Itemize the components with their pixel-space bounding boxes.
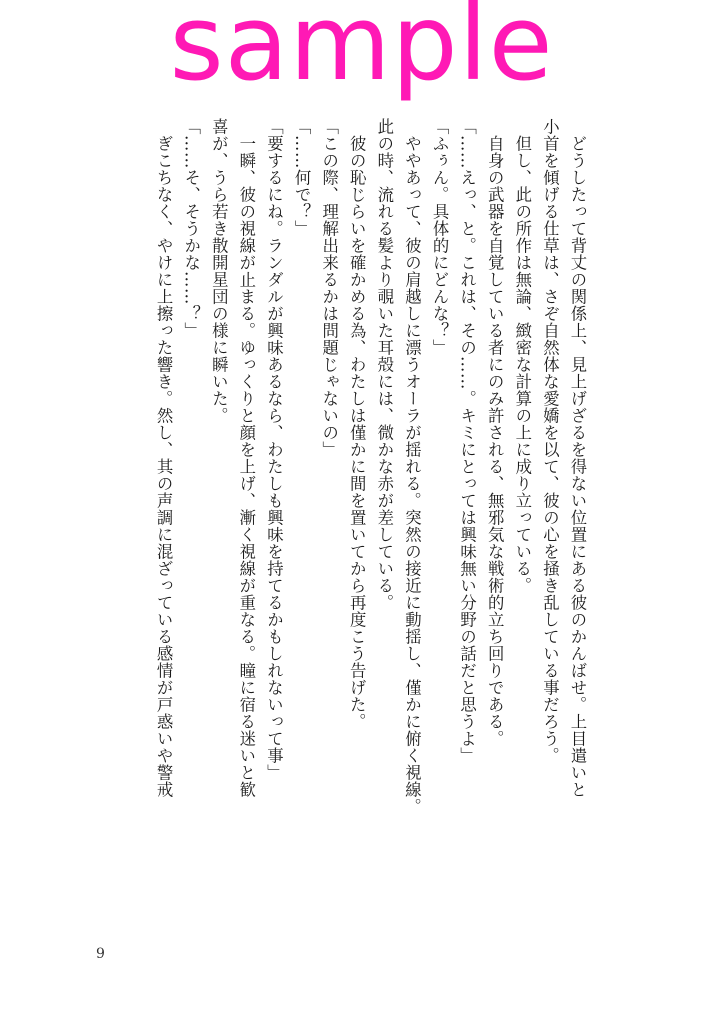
paragraph-line: 「要するにね。ランダルが興味あるなら、わたしも興味を持てるかもしれないって事」 — [264, 118, 284, 781]
paragraph-line: ややあって、彼の肩越しに漂うオーラが揺れる。突然の接近に動揺し、僅かに俯く視線。 — [402, 118, 422, 815]
vertical-body-text — [121, 118, 591, 918]
paragraph-line: どうしたって背丈の関係上、見上げざるを得ない位置にある彼のかんばせ。上目遣いと — [568, 118, 587, 798]
paragraph-line: 喜が、うら若き散開星団の様に瞬いた。 — [209, 118, 229, 424]
sample-watermark: sample — [169, 0, 554, 104]
paragraph-line: 彼の恥じらいを確かめる為、わたしは僅かに間を置いてから再度こう告げた。 — [347, 118, 367, 730]
paragraph-line: 一瞬、彼の視線が止まる。ゆっくりと顔を上げ、漸く視線が重なる。瞳に宿る迷いと歓 — [236, 118, 256, 798]
paragraph-line: 但し、此の所作は無論、緻密な計算の上に成り立っている。 — [512, 118, 532, 594]
paragraph-line: 此の時、流れる髪より覗いた耳殻には、微かな赤が差している。 — [374, 118, 394, 611]
paragraph-line: 「ふぅん。具体的にどんな？」 — [430, 118, 450, 356]
paragraph-line: 「……何で？」 — [292, 118, 312, 237]
paragraph-line: 自身の武器を自覚している者にのみ許される、無邪気な戦術的立ち回りである。 — [485, 118, 505, 747]
paragraph-line: 「……そ、そうかな……？」 — [181, 118, 201, 339]
page-number: 9 — [96, 946, 105, 962]
paragraph-line: ぎこちなく、やけに上擦った響き。然し、其の声調に混ざっている感情が戸惑いや警戒 — [154, 118, 174, 798]
paragraph-line: 「……えっ、と。これは、その……。キミにとっては興味無い分野の話だと思うよ」 — [457, 118, 477, 764]
paragraph-line: 「この際、理解出来るかは問題じゃないの」 — [319, 118, 339, 458]
paragraph-line: 小首を傾げる仕草は、さぞ自然体な愛嬌を以て、彼の心を掻き乱している事だろう。 — [540, 118, 560, 764]
